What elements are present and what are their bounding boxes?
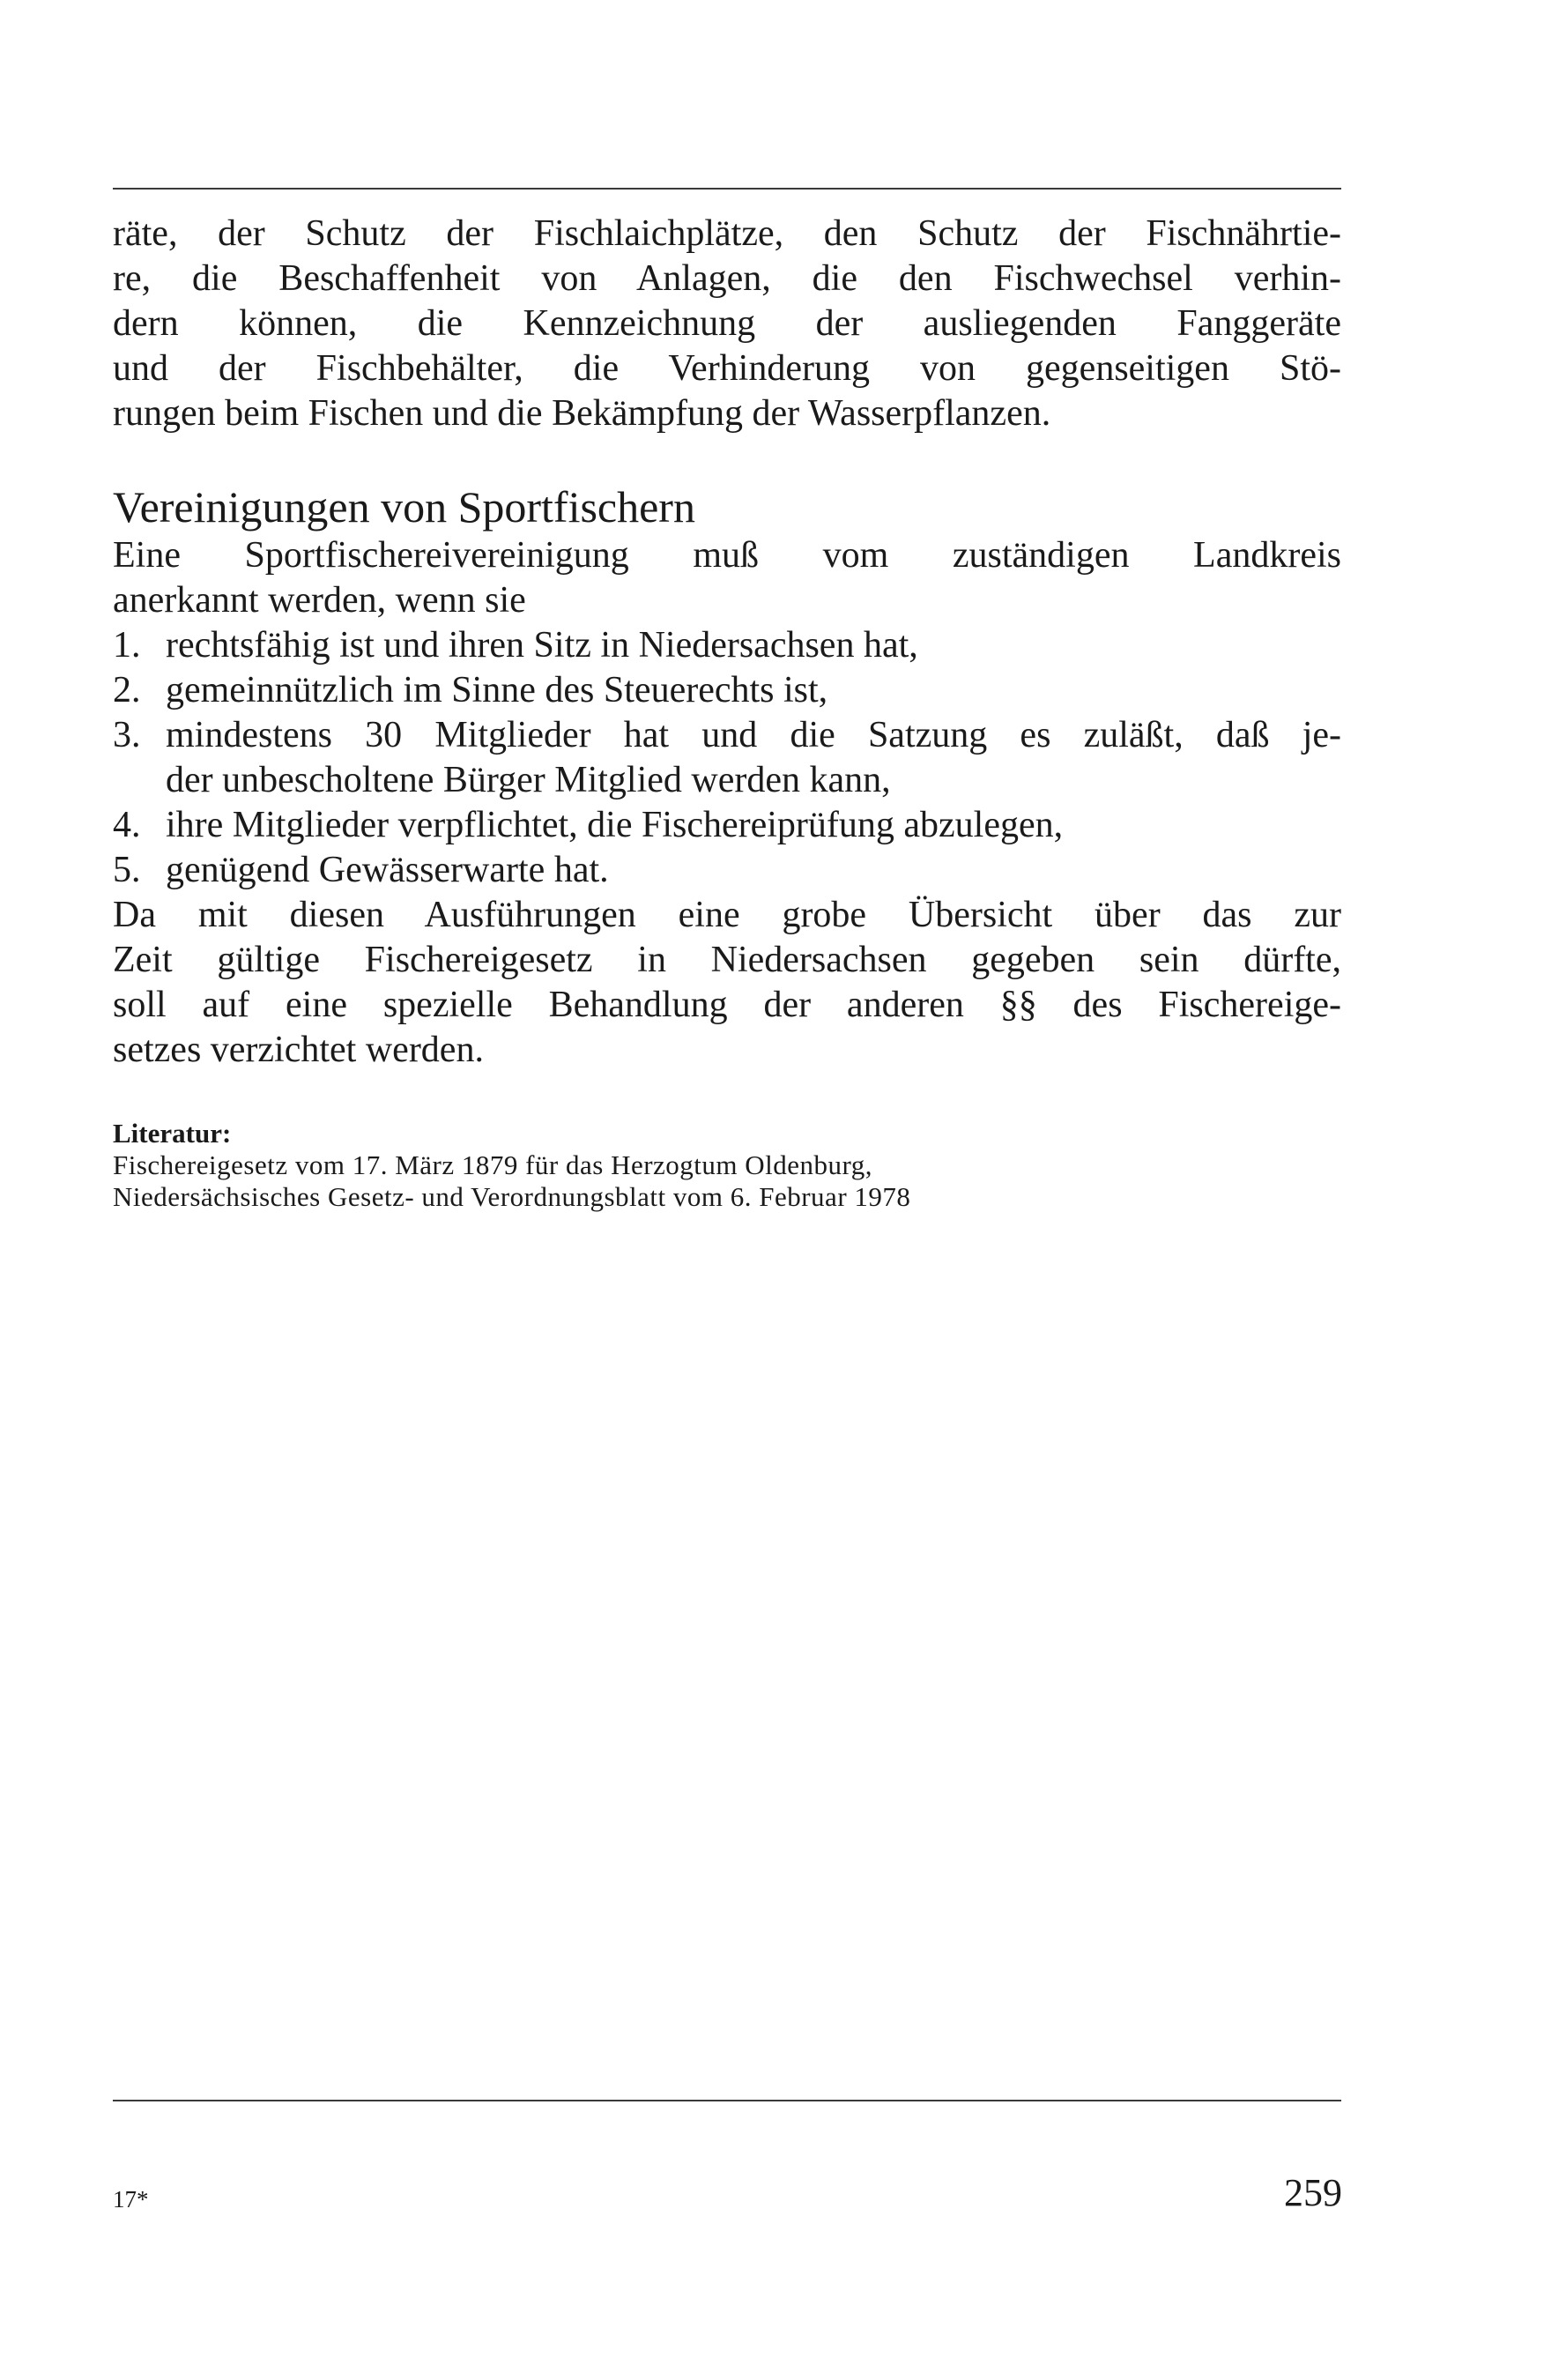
section-intro-line: Eine Sportfischereivereinigung muß vom zuständigen Landkreis [113, 535, 1341, 576]
intro-line: dern können, die Kennzeichnung der ausliegenden Fanggeräte [113, 303, 1341, 344]
bottom-rule [113, 2100, 1341, 2101]
closing-line: soll auf eine spezielle Behandlung der anderen §§ des Fischereige- [113, 985, 1341, 1025]
closing-paragraph [113, 893, 1341, 1073]
section-intro-line: anerkannt werden, wenn sie [113, 580, 526, 621]
top-rule [113, 188, 1341, 190]
intro-line: re, die Beschaffenheit von Anlagen, die den Fischwechsel verhin- [113, 258, 1341, 299]
list-item [113, 668, 1341, 713]
intro-line: rungen beim Fischen und die Bekämpfung der Wasserpflanzen. [113, 393, 1051, 434]
list-item [113, 848, 1341, 893]
signature-mark: 17* [113, 2186, 149, 2213]
list-item-continuation [113, 758, 1341, 803]
intro-line: räte, der Schutz der Fischlaichplätze, den Schutz der Fischnährtie- [113, 213, 1341, 254]
closing-line: setzes verzichtet werden. [113, 1030, 484, 1070]
literature-entry: Niedersächsisches Gesetz- und Verordnungsblatt vom 6. Februar 1978 [113, 1181, 911, 1212]
list-number: 3. [113, 715, 141, 755]
list-text: gemeinnützlich im Sinne des Steuerechts ist, [166, 670, 828, 710]
intro-paragraph [113, 212, 1341, 436]
literature-title: Literatur: [113, 1118, 232, 1149]
list-item [113, 623, 1341, 668]
intro-line: und der Fischbehälter, die Verhinderung von gegenseitigen Stö- [113, 348, 1341, 389]
section-heading: Vereinigungen von Sportfischern [113, 482, 695, 532]
list-item [113, 713, 1341, 758]
list-number: 2. [113, 670, 141, 710]
closing-line: Zeit gültige Fischereigesetz in Niedersachsen gegeben sein dürfte, [113, 940, 1341, 980]
list-text: mindestens 30 Mitglieder hat und die Satzung es zuläßt, daß je- [166, 715, 1341, 755]
literature-entry: Fischereigesetz vom 17. März 1879 für das Herzogtum Oldenburg, [113, 1149, 873, 1180]
list-number: 5. [113, 850, 141, 890]
closing-line: Da mit diesen Ausführungen eine grobe Übersicht über das zur [113, 895, 1341, 935]
list-number: 4. [113, 805, 141, 845]
literature-section [113, 1118, 1341, 1213]
section-intro [113, 533, 1341, 623]
list-item [113, 803, 1341, 848]
main-text [113, 212, 1341, 1073]
requirements-list [113, 623, 1341, 893]
list-text: ihre Mitglieder verpflichtet, die Fischereiprüfung abzulegen, [166, 805, 1064, 845]
list-text: der unbescholtene Bürger Mitglied werden kann, [166, 760, 891, 800]
list-text: rechtsfähig ist und ihren Sitz in Niedersachsen hat, [166, 625, 918, 666]
list-text: genügend Gewässerwarte hat. [166, 850, 609, 890]
list-number: 1. [113, 625, 141, 666]
page-number: 259 [1284, 2171, 1342, 2214]
